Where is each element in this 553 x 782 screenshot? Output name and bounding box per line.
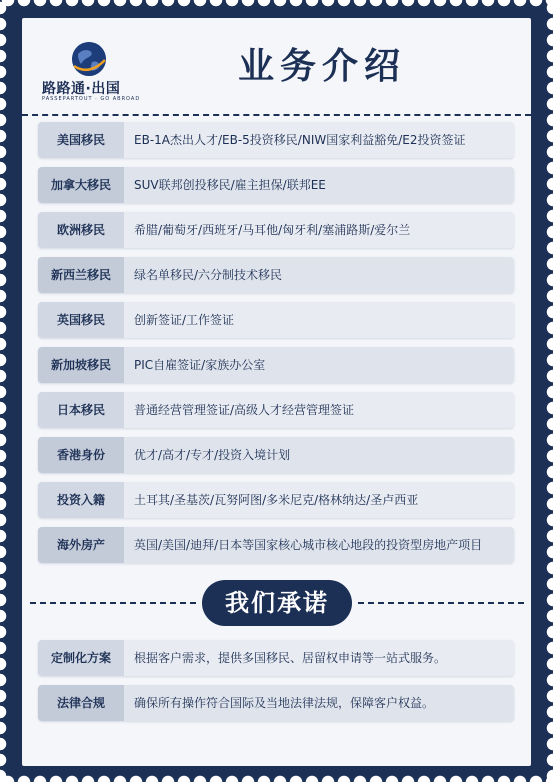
promise-row (38, 685, 514, 721)
brand-tagline: PASSEPARTOUT · GO ABROAD (42, 96, 141, 102)
service-value: 希腊/葡萄牙/西班牙/马耳他/匈牙利/塞浦路斯/爱尔兰 (134, 223, 411, 237)
service-label: 海外房产 (38, 527, 124, 563)
brand-logo (42, 42, 142, 102)
perforated-edge-bottom (0, 768, 553, 782)
service-row (38, 527, 514, 563)
promise-label: 定制化方案 (38, 640, 124, 676)
perforated-edge-top (0, 0, 553, 14)
service-value: 土耳其/圣基茨/瓦努阿图/多米尼克/格林纳达/圣卢西亚 (134, 493, 419, 507)
service-label: 英国移民 (38, 302, 124, 338)
service-value: 英国/美国/迪拜/日本等国家核心城市核心地段的投资型房地产项目 (134, 538, 483, 552)
service-row (38, 437, 514, 473)
service-row (38, 347, 514, 383)
service-label: 欧洲移民 (38, 212, 124, 248)
services-list (38, 122, 514, 572)
promise-row (38, 640, 514, 676)
globe-icon (72, 42, 106, 76)
service-label: 香港身份 (38, 437, 124, 473)
service-label: 新加坡移民 (38, 347, 124, 383)
header (22, 18, 531, 108)
service-label: 美国移民 (38, 122, 124, 158)
service-row (38, 167, 514, 203)
content-card (22, 18, 531, 766)
service-row (38, 392, 514, 428)
promise-divider-right (358, 602, 524, 604)
service-label: 投资入籍 (38, 482, 124, 518)
service-value: SUV联邦创投移民/雇主担保/联邦EE (134, 178, 326, 192)
service-value: 创新签证/工作签证 (134, 313, 235, 327)
promises-list (38, 640, 514, 730)
promise-value: 确保所有操作符合国际及当地法律法规，保障客户权益。 (134, 696, 435, 710)
service-row (38, 212, 514, 248)
perforated-edge-right (539, 0, 553, 782)
service-label: 加拿大移民 (38, 167, 124, 203)
service-value: 普通经营管理签证/高级人才经营管理签证 (134, 403, 355, 417)
brand-name: 路路通·出国 (42, 81, 121, 97)
service-value: 绿名单移民/六分制技术移民 (134, 268, 283, 282)
perforated-edge-left (0, 0, 14, 782)
service-row (38, 302, 514, 338)
promise-label: 法律合规 (38, 685, 124, 721)
service-label: 新西兰移民 (38, 257, 124, 293)
header-divider (22, 114, 531, 116)
page-title: 业务介绍 (237, 46, 406, 87)
service-row (38, 122, 514, 158)
service-value: EB-1A杰出人才/EB-5投资移民/NIW国家利益豁免/E2投资签证 (134, 133, 466, 147)
service-value: PIC自雇签证/家族办公室 (134, 358, 266, 372)
promise-heading: 我们承诺 (202, 580, 352, 626)
service-label: 日本移民 (38, 392, 124, 428)
service-row (38, 257, 514, 293)
promise-value: 根据客户需求，提供多国移民、居留权申请等一站式服务。 (134, 651, 447, 665)
promise-divider-left (30, 602, 196, 604)
service-row (38, 482, 514, 518)
service-value: 优才/高才/专才/投资入境计划 (134, 448, 291, 462)
